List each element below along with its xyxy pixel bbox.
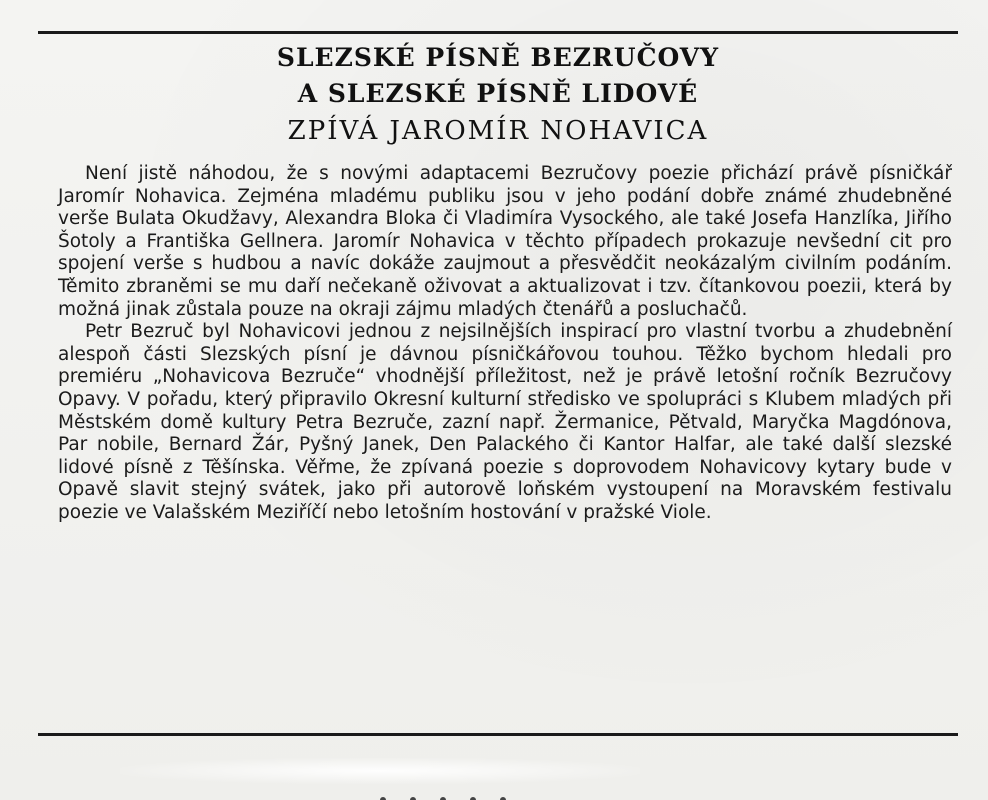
article-body <box>58 163 952 525</box>
paragraph: Petr Bezruč byl Nohavicovi jednou z nejsilnějších inspirací pro vlastní tvorbu a zhudebnění alespoň části Slezských písní je dávnou písničkářovou touhou. Těžko bychom hledali pro premiéru „Nohavicova Bezruče“ vhodnější příležitost, než je právě letošní ročník Bezručovy Opavy. V pořadu, který připravilo Okresní kulturní středisko ve spolupráci s Klubem mladých při Městském domě kultury Petra Bezruče, zazní např. Žermanice, Pětvald, Maryčka Magdónova, Par nobile, Bernard Žár, Pyšný Janek, Den Palackého či Kantor Halfar, ale také další slezské lidové písně z Těšínska. Věřme, že zpívaná poezie s doprovodem Nohavicovy kytary bude v Opavě slavit stejný svátek, jako při autorově loňském vystoupení na Moravském festivalu poezie ve Valašském Meziříčí nebo letošním hostování v pražské Viole. <box>58 321 952 523</box>
article-title-line-1: SLEZSKÉ PÍSNĚ BEZRUČOVY <box>276 43 720 72</box>
article-subtitle: ZPÍVÁ JAROMÍR NOHAVICA <box>287 116 709 146</box>
erased-area <box>120 758 640 784</box>
bottom-rule <box>38 733 958 736</box>
article-header <box>38 40 958 150</box>
article-title-line-2: A SLEZSKÉ PÍSNĚ LIDOVÉ <box>297 79 699 108</box>
top-rule <box>38 31 958 34</box>
cropped-next-heading <box>380 788 580 800</box>
paragraph: Není jistě náhodou, že s novými adaptacemi Bezručovy poezie přichází právě písničkář Jaromír Nohavica. Zejména mladému publiku jsou v jeho podání dobře známé zhudebněné verše Bulata Okudžavy, Alexandra Bloka či Vladimíra Vysockého, ale také Josefa Hanzlíka, Jiřího Šotoly a Františka Gellnera. Jaromír Nohavica v těchto případech prokazuje nevšední cit pro spojení verše s hudbou a navíc dokáže zaujmout a přesvědčit neokázalým civilním podáním. Těmito zbraněmi se mu daří nečekaně oživovat a aktualizovat i tzv. čítankovou poezii, která by možná jinak zůstala pouze na okraji zájmu mladých čtenářů a posluchačů. <box>58 163 952 320</box>
